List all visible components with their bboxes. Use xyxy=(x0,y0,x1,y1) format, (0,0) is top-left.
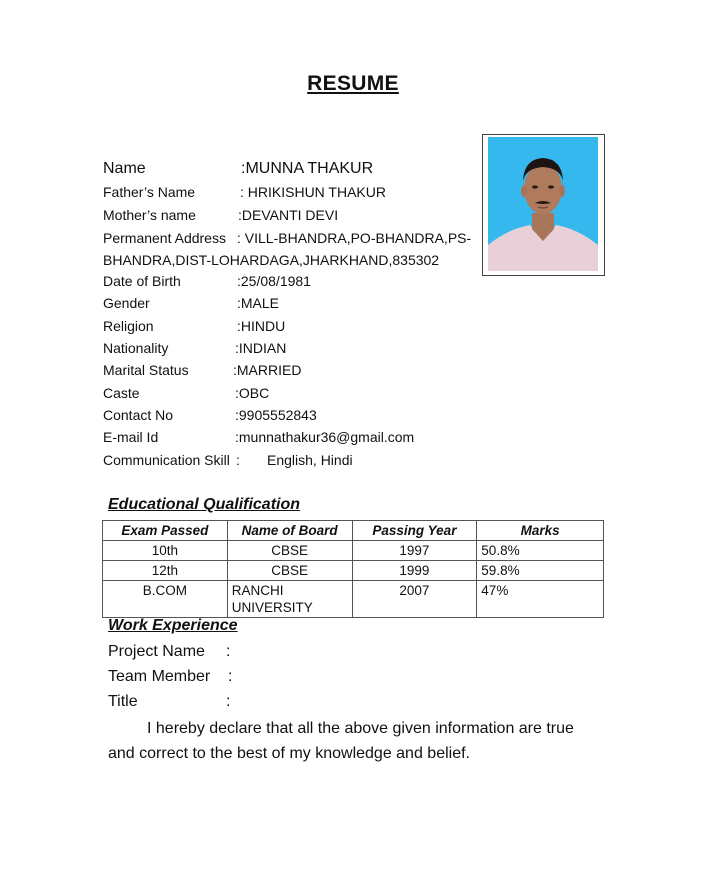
table-row xyxy=(103,581,604,618)
marks-cell: 47% xyxy=(477,581,604,618)
board-cell: CBSE xyxy=(227,561,352,581)
gender-value: :MALE xyxy=(237,295,280,311)
communication-skill-label: Communication Skill xyxy=(103,452,230,468)
nationality-label: Nationality xyxy=(103,340,169,356)
address-value-line2: BHANDRA,DIST-LOHARDAGA,JHARKHAND,835302 xyxy=(103,252,440,268)
project-name-label: Project Name xyxy=(108,643,205,660)
nationality-value: :INDIAN xyxy=(235,340,287,356)
year-cell: 2007 xyxy=(352,581,477,618)
contact-label: Contact No xyxy=(103,407,174,423)
year-cell: 1997 xyxy=(352,541,477,561)
father-name-value: : HRIKISHUN THAKUR xyxy=(240,184,386,200)
communication-skill-colon: : xyxy=(236,452,240,468)
religion-label: Religion xyxy=(103,318,154,334)
board-cell-line2: UNIVERSITY xyxy=(231,600,313,615)
contact-value: :9905552843 xyxy=(235,407,317,423)
email-label: E-mail Id xyxy=(103,429,159,445)
address-label: Permanent Address xyxy=(103,230,226,246)
title-label: Title xyxy=(108,693,138,710)
dob-value: :25/08/1981 xyxy=(237,273,311,289)
board-cell xyxy=(227,581,352,618)
page-title: RESUME xyxy=(307,72,399,95)
address-value-line1: : VILL-BHANDRA,PO-BHANDRA,PS- xyxy=(237,230,472,246)
board-cell-line1: RANCHI xyxy=(231,583,284,598)
gender-label: Gender xyxy=(103,295,150,311)
mother-name-value: :DEVANTI DEVI xyxy=(238,207,339,223)
marital-status-label: Marital Status xyxy=(103,362,189,378)
marital-status-value: :MARRIED xyxy=(233,362,302,378)
year-cell: 1999 xyxy=(352,561,477,581)
project-name-colon: : xyxy=(226,643,231,660)
religion-value: :HINDU xyxy=(237,318,286,334)
table-row xyxy=(103,541,604,561)
education-heading: Educational Qualification xyxy=(108,496,301,513)
father-name-label: Father’s Name xyxy=(103,184,196,200)
communication-skill-value: English, Hindi xyxy=(267,452,353,468)
exam-cell: B.COM xyxy=(103,581,228,618)
profile-photo xyxy=(488,137,598,271)
profile-photo-frame xyxy=(482,134,605,276)
team-member-colon: : xyxy=(228,668,233,685)
work-experience-heading: Work Experience xyxy=(108,617,238,634)
marks-cell: 59.8% xyxy=(477,561,604,581)
email-value: :munnathakur36@gmail.com xyxy=(235,429,415,445)
exam-cell: 12th xyxy=(103,561,228,581)
education-table-header-row xyxy=(103,521,604,541)
declaration-line2: and correct to the best of my knowledge and belief. xyxy=(108,745,470,762)
marks-cell: 50.8% xyxy=(477,541,604,561)
table-row xyxy=(103,561,604,581)
name-label: Name xyxy=(103,160,146,177)
declaration-line1: I hereby declare that all the above given information are true xyxy=(147,720,574,737)
caste-value: :OBC xyxy=(235,385,270,401)
mother-name-label: Mother’s name xyxy=(103,207,196,223)
col-header-year: Passing Year xyxy=(352,521,477,541)
col-header-marks: Marks xyxy=(477,521,604,541)
title-colon: : xyxy=(226,693,231,710)
exam-cell: 10th xyxy=(103,541,228,561)
name-value: :MUNNA THAKUR xyxy=(241,160,374,177)
col-header-board: Name of Board xyxy=(227,521,352,541)
dob-label: Date of Birth xyxy=(103,273,181,289)
team-member-label: Team Member xyxy=(108,668,211,685)
board-cell: CBSE xyxy=(227,541,352,561)
caste-label: Caste xyxy=(103,385,140,401)
col-header-exam: Exam Passed xyxy=(103,521,228,541)
education-table xyxy=(102,520,604,618)
